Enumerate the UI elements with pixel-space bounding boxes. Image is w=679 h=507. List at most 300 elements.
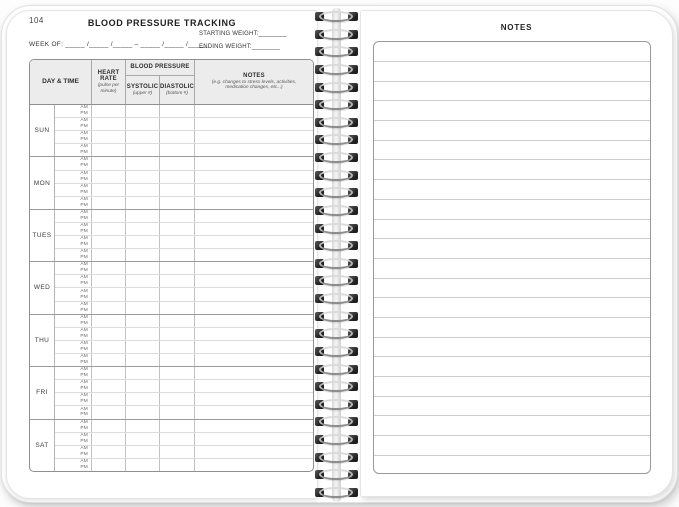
pm-label: PM — [80, 268, 88, 274]
notes-entry-cell — [195, 380, 313, 392]
spiral-wire-loop — [319, 452, 353, 463]
spiral-coil — [312, 343, 360, 361]
spiral-wire-loop — [319, 364, 353, 375]
heart-rate-entry-cell — [92, 393, 126, 405]
notes-entry-cell — [195, 446, 313, 458]
day-row-group — [30, 157, 313, 209]
notes-entry-cell — [195, 275, 313, 287]
ruled-line — [374, 140, 650, 160]
day-label: FRI — [30, 367, 55, 418]
time-cell — [55, 262, 92, 274]
diastolic-entry-cell — [160, 223, 195, 235]
spiral-coil — [312, 484, 360, 502]
spiral-coil — [312, 396, 360, 414]
header-heart-rate — [92, 60, 126, 104]
diastolic-entry-cell — [160, 105, 195, 117]
heart-rate-entry-cell — [92, 236, 126, 248]
spiral-wire-loop — [319, 134, 353, 145]
time-cell — [55, 157, 92, 169]
time-slot-row — [55, 328, 313, 341]
am-label: AM — [80, 275, 88, 281]
spiral-wire-loop — [319, 205, 353, 216]
am-label: AM — [80, 288, 88, 294]
day-time-slots — [55, 420, 313, 471]
am-label: AM — [80, 327, 88, 333]
am-label: AM — [80, 301, 88, 307]
day-row-group — [30, 105, 313, 157]
time-cell — [55, 341, 92, 353]
diastolic-entry-cell — [160, 210, 195, 222]
diastolic-entry-cell — [160, 354, 195, 366]
diastolic-entry-cell — [160, 157, 195, 169]
am-label: AM — [80, 419, 88, 425]
ruled-line — [374, 258, 650, 278]
time-cell — [55, 380, 92, 392]
pm-label: PM — [80, 451, 88, 457]
notes-entry-cell — [195, 118, 313, 130]
diastolic-entry-cell — [160, 249, 195, 261]
time-slot-row — [55, 105, 313, 118]
diastolic-entry-cell — [160, 406, 195, 418]
pm-label: PM — [80, 438, 88, 444]
diastolic-entry-cell — [160, 393, 195, 405]
table-header-row — [30, 60, 313, 105]
notes-entry-cell — [195, 433, 313, 445]
ending-weight-blank: ________ — [251, 44, 281, 50]
pm-label: PM — [80, 189, 88, 195]
pm-label: PM — [80, 464, 88, 470]
am-label: AM — [80, 432, 88, 438]
day-label: THU — [30, 315, 55, 366]
day-row-group — [30, 367, 313, 419]
am-label: AM — [80, 340, 88, 346]
heart-rate-entry-cell — [92, 302, 126, 314]
day-time-slots — [55, 157, 313, 208]
pm-label: PM — [80, 333, 88, 339]
systolic-entry-cell — [126, 302, 160, 314]
systolic-entry-cell — [126, 249, 160, 261]
time-slot-row — [55, 315, 313, 328]
systolic-entry-cell — [126, 131, 160, 143]
ruled-line — [374, 317, 650, 337]
day-time-slots — [55, 367, 313, 418]
diastolic-entry-cell — [160, 315, 195, 327]
notes-entry-cell — [195, 105, 313, 117]
starting-weight-blank: ________ — [258, 31, 287, 37]
heart-rate-entry-cell — [92, 288, 126, 300]
ruled-line — [374, 455, 650, 474]
time-cell — [55, 105, 92, 117]
spiral-coil — [312, 325, 360, 343]
ruled-line — [374, 415, 650, 435]
am-label: AM — [80, 144, 88, 150]
header-notes-subtext: (e.g. changes to stress levels, activities, medication changes, etc...) — [211, 79, 297, 91]
pm-label: PM — [80, 255, 88, 261]
systolic-entry-cell — [126, 105, 160, 117]
day-label: WED — [30, 262, 55, 313]
heart-rate-entry-cell — [92, 262, 126, 274]
pm-label: PM — [80, 215, 88, 221]
day-row-group — [30, 420, 313, 471]
notes-page-title: NOTES — [500, 23, 533, 32]
am-label: AM — [80, 183, 88, 189]
am-label: AM — [80, 157, 88, 163]
time-cell — [55, 354, 92, 366]
notes-entry-cell — [195, 249, 313, 261]
spiral-coil — [312, 61, 360, 79]
pm-label: PM — [80, 229, 88, 234]
time-slot-row — [55, 184, 313, 197]
day-time-slots — [55, 315, 313, 366]
heart-rate-entry-cell — [92, 157, 126, 169]
time-slot-row — [55, 197, 313, 209]
heart-rate-entry-cell — [92, 341, 126, 353]
pm-label: PM — [80, 124, 88, 130]
pm-label: PM — [80, 281, 88, 287]
diastolic-entry-cell — [160, 459, 195, 471]
time-slot-row — [55, 406, 313, 418]
spiral-wire-loop — [319, 293, 353, 304]
am-label: AM — [80, 406, 88, 412]
systolic-entry-cell — [126, 406, 160, 418]
diastolic-entry-cell — [160, 118, 195, 130]
am-label: AM — [80, 354, 88, 360]
header-day-time-label: DAY & TIME — [42, 78, 79, 86]
spiral-binding — [312, 8, 360, 502]
notes-entry-cell — [195, 420, 313, 432]
pm-label: PM — [80, 360, 88, 366]
spiral-coil — [312, 96, 360, 114]
heart-rate-entry-cell — [92, 210, 126, 222]
spiral-wire-loop — [319, 434, 353, 445]
spiral-coil — [312, 131, 360, 149]
day-label: TUES — [30, 210, 55, 261]
day-label: SAT — [30, 420, 55, 471]
time-slot-row — [55, 249, 313, 261]
pm-label: PM — [80, 137, 88, 143]
pm-label: PM — [80, 373, 88, 379]
time-slot-row — [55, 380, 313, 393]
ruled-line — [374, 337, 650, 357]
day-time-slots — [55, 210, 313, 261]
heart-rate-entry-cell — [92, 315, 126, 327]
diastolic-entry-cell — [160, 341, 195, 353]
notes-entry-cell — [195, 328, 313, 340]
heart-rate-entry-cell — [92, 328, 126, 340]
notes-entry-cell — [195, 157, 313, 169]
notes-entry-cell — [195, 223, 313, 235]
spiral-wire-loop — [319, 29, 353, 40]
header-systolic-subtext: (upper #) — [132, 90, 153, 96]
am-label: AM — [80, 131, 88, 137]
ruled-line — [374, 159, 650, 179]
time-slot-row — [55, 118, 313, 131]
systolic-entry-cell — [126, 393, 160, 405]
time-cell — [55, 236, 92, 248]
heart-rate-entry-cell — [92, 433, 126, 445]
ruled-line — [374, 297, 650, 317]
systolic-entry-cell — [126, 315, 160, 327]
time-cell — [55, 302, 92, 314]
header-day-time — [30, 60, 92, 104]
ruled-line — [374, 219, 650, 239]
right-page — [360, 10, 673, 497]
time-cell — [55, 131, 92, 143]
time-cell — [55, 144, 92, 156]
ruled-line — [374, 435, 650, 455]
spiral-coil — [312, 202, 360, 220]
time-slot-row — [55, 262, 313, 275]
spiral-wire-loop — [319, 311, 353, 322]
spiral-coil — [312, 272, 360, 290]
notes-ruled-area — [373, 41, 651, 474]
time-cell — [55, 171, 92, 183]
am-label: AM — [80, 196, 88, 202]
heart-rate-entry-cell — [92, 420, 126, 432]
spiral-wire-loop — [319, 275, 353, 286]
spiral-coil — [312, 361, 360, 379]
diastolic-entry-cell — [160, 367, 195, 379]
notes-entry-cell — [195, 459, 313, 471]
time-slot-row — [55, 393, 313, 406]
table-body — [30, 105, 313, 471]
time-slot-row — [55, 275, 313, 288]
heart-rate-entry-cell — [92, 367, 126, 379]
notes-entry-cell — [195, 210, 313, 222]
spiral-coil — [312, 466, 360, 484]
systolic-entry-cell — [126, 367, 160, 379]
time-cell — [55, 446, 92, 458]
notes-entry-cell — [195, 236, 313, 248]
diastolic-entry-cell — [160, 131, 195, 143]
ruled-line — [374, 61, 650, 81]
header-blood-pressure — [126, 60, 195, 76]
pm-label: PM — [80, 150, 88, 156]
page-number: 104 — [29, 16, 44, 25]
pm-label: PM — [80, 111, 88, 117]
systolic-entry-cell — [126, 354, 160, 366]
time-slot-row — [55, 446, 313, 459]
time-cell — [55, 223, 92, 235]
ending-weight-label: ENDING WEIGHT: — [199, 44, 252, 50]
systolic-entry-cell — [126, 144, 160, 156]
spiral-wire-loop — [319, 258, 353, 269]
spiral-coil — [312, 431, 360, 449]
spiral-wire-loop — [319, 399, 353, 410]
time-cell — [55, 459, 92, 471]
ruled-line — [374, 120, 650, 140]
notes-entry-cell — [195, 302, 313, 314]
heart-rate-entry-cell — [92, 446, 126, 458]
systolic-entry-cell — [126, 223, 160, 235]
day-time-slots — [55, 262, 313, 313]
notes-entry-cell — [195, 262, 313, 274]
heart-rate-entry-cell — [92, 144, 126, 156]
pm-label: PM — [80, 425, 88, 431]
spiral-wire-loop — [319, 487, 353, 498]
systolic-entry-cell — [126, 341, 160, 353]
spiral-coil — [312, 413, 360, 431]
week-of-line: WEEK OF: _____ /_____ /_____ – _____ /_____ /_____ — [29, 41, 208, 48]
notes-entry-cell — [195, 171, 313, 183]
heart-rate-entry-cell — [92, 249, 126, 261]
diastolic-entry-cell — [160, 302, 195, 314]
systolic-entry-cell — [126, 380, 160, 392]
diastolic-entry-cell — [160, 328, 195, 340]
spiral-wire-loop — [319, 170, 353, 181]
time-slot-row — [55, 354, 313, 366]
time-cell — [55, 420, 92, 432]
spiral-wire-loop — [319, 416, 353, 427]
day-time-slots — [55, 105, 313, 156]
pm-label: PM — [80, 307, 88, 313]
am-label: AM — [80, 367, 88, 373]
day-row-group — [30, 210, 313, 262]
am-label: AM — [80, 170, 88, 176]
systolic-entry-cell — [126, 210, 160, 222]
time-cell — [55, 433, 92, 445]
spiral-coil — [312, 114, 360, 132]
notes-entry-cell — [195, 315, 313, 327]
page-title: BLOOD PRESSURE TRACKING — [87, 18, 237, 28]
ruled-line — [374, 81, 650, 101]
spiral-coil — [312, 290, 360, 308]
diastolic-entry-cell — [160, 420, 195, 432]
ruled-line — [374, 179, 650, 199]
time-slot-row — [55, 171, 313, 184]
spiral-coil — [312, 184, 360, 202]
header-diastolic-label: DIASTOLIC — [159, 83, 195, 90]
pm-label: PM — [80, 294, 88, 300]
heart-rate-entry-cell — [92, 275, 126, 287]
pm-label: PM — [80, 176, 88, 182]
heart-rate-entry-cell — [92, 184, 126, 196]
am-label: AM — [80, 393, 88, 399]
am-label: AM — [80, 236, 88, 242]
time-slot-row — [55, 341, 313, 354]
am-label: AM — [80, 118, 88, 124]
ruled-line — [374, 356, 650, 376]
spiral-coil — [312, 237, 360, 255]
diastolic-entry-cell — [160, 197, 195, 209]
time-slot-row — [55, 433, 313, 446]
spiral-coil — [312, 43, 360, 61]
left-page — [6, 10, 318, 499]
ruled-line — [374, 376, 650, 396]
day-label: MON — [30, 157, 55, 208]
heart-rate-entry-cell — [92, 171, 126, 183]
am-label: AM — [80, 262, 88, 268]
time-cell — [55, 288, 92, 300]
systolic-entry-cell — [126, 328, 160, 340]
heart-rate-entry-cell — [92, 406, 126, 418]
time-cell — [55, 118, 92, 130]
header-notes — [195, 60, 313, 104]
spiral-wire-loop — [319, 64, 353, 75]
systolic-entry-cell — [126, 157, 160, 169]
time-slot-row — [55, 288, 313, 301]
pm-label: PM — [80, 386, 88, 392]
diastolic-entry-cell — [160, 433, 195, 445]
spiral-wire-loop — [319, 82, 353, 93]
systolic-entry-cell — [126, 459, 160, 471]
pm-label: PM — [80, 412, 88, 418]
spiral-wire-loop — [319, 223, 353, 234]
notes-entry-cell — [195, 367, 313, 379]
notes-entry-cell — [195, 393, 313, 405]
notes-entry-cell — [195, 341, 313, 353]
header-diastolic — [160, 76, 195, 104]
header-notes-label: NOTES — [243, 73, 265, 80]
header-heart-rate-label: HEART RATE — [97, 69, 120, 83]
systolic-entry-cell — [126, 118, 160, 130]
am-label: AM — [80, 445, 88, 451]
pm-label: PM — [80, 320, 88, 326]
systolic-entry-cell — [126, 433, 160, 445]
am-label: AM — [80, 314, 88, 320]
time-cell — [55, 406, 92, 418]
time-slot-row — [55, 236, 313, 249]
time-slot-row — [55, 131, 313, 144]
systolic-entry-cell — [126, 420, 160, 432]
spiral-wire-loop — [319, 11, 353, 22]
time-cell — [55, 393, 92, 405]
systolic-entry-cell — [126, 446, 160, 458]
spiral-coil — [312, 8, 360, 26]
spiral-wire-loop — [319, 117, 353, 128]
header-heart-rate-subtext: (pulse per minute) — [97, 83, 120, 94]
day-row-group — [30, 315, 313, 367]
time-cell — [55, 184, 92, 196]
systolic-entry-cell — [126, 236, 160, 248]
time-cell — [55, 315, 92, 327]
pm-label: PM — [80, 163, 88, 169]
pm-label: PM — [80, 202, 88, 208]
systolic-entry-cell — [126, 197, 160, 209]
time-cell — [55, 249, 92, 261]
ruled-line — [374, 396, 650, 416]
spiral-wire-loop — [319, 346, 353, 357]
notes-entry-cell — [195, 197, 313, 209]
pm-label: PM — [80, 242, 88, 248]
notes-entry-cell — [195, 406, 313, 418]
day-label: SUN — [30, 105, 55, 156]
spiral-coil — [312, 449, 360, 467]
diastolic-entry-cell — [160, 144, 195, 156]
ruled-line — [374, 238, 650, 258]
spiral-coil — [312, 308, 360, 326]
starting-weight-label: STARTING WEIGHT: — [199, 31, 259, 37]
time-cell — [55, 275, 92, 287]
spiral-coil — [312, 79, 360, 97]
time-cell — [55, 367, 92, 379]
systolic-entry-cell — [126, 275, 160, 287]
heart-rate-entry-cell — [92, 118, 126, 130]
header-blood-pressure-label: BLOOD PRESSURE — [130, 64, 190, 71]
heart-rate-entry-cell — [92, 459, 126, 471]
time-slot-row — [55, 302, 313, 314]
systolic-entry-cell — [126, 171, 160, 183]
time-cell — [55, 210, 92, 222]
header-systolic-label: SYSTOLIC — [126, 83, 159, 90]
spiral-coil — [312, 220, 360, 238]
time-cell — [55, 197, 92, 209]
spiral-wire-loop — [319, 152, 353, 163]
blood-pressure-table — [29, 59, 314, 472]
time-slot-row — [55, 157, 313, 170]
starting-weight-row — [199, 31, 315, 37]
ruled-line — [374, 199, 650, 219]
